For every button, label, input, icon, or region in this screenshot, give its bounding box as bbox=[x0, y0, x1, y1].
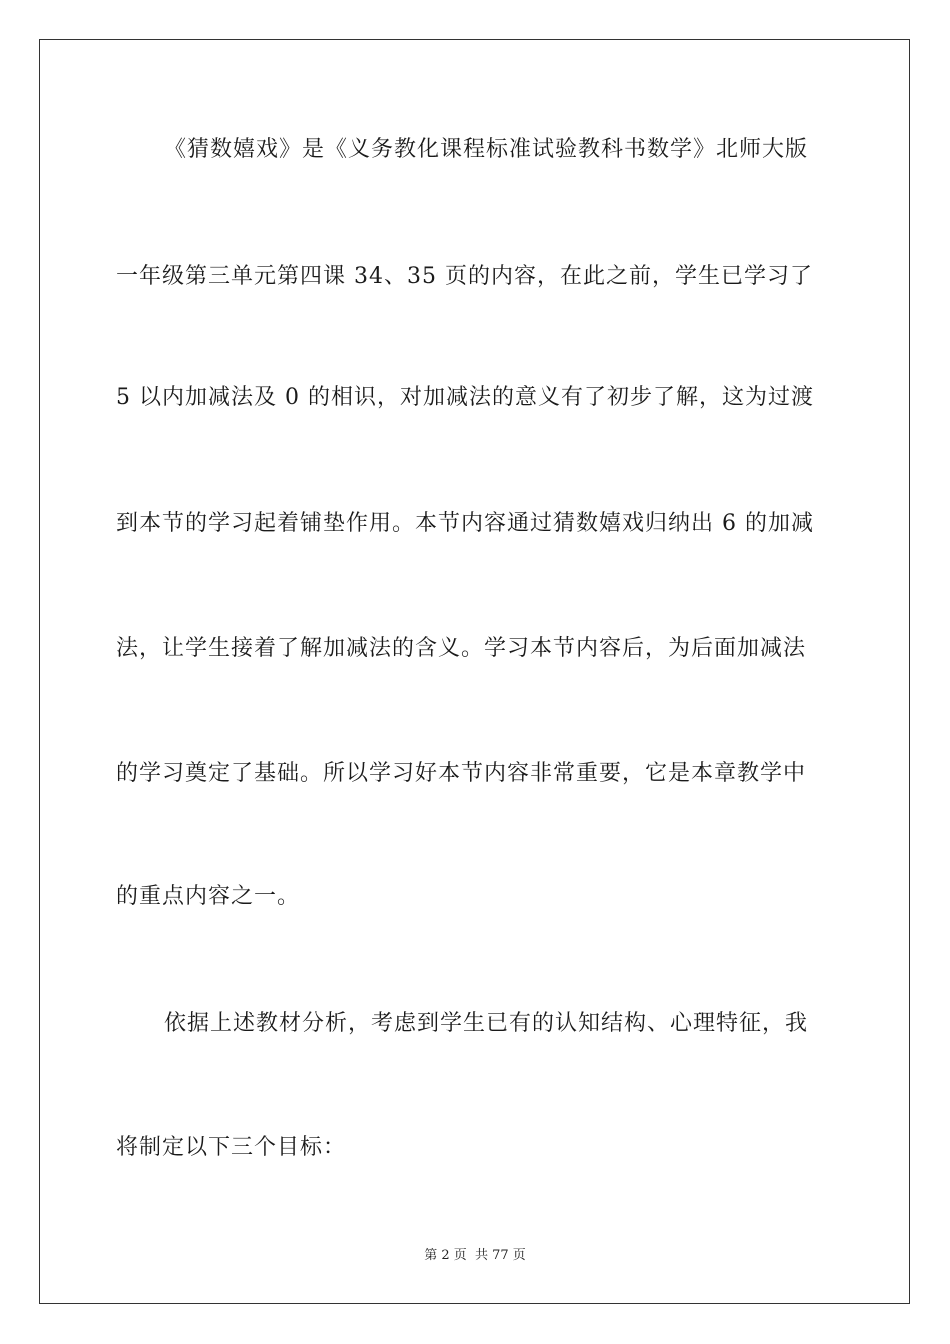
paragraph-1-line-6: 的学习奠定了基础。所以学习好本节内容非常重要，它是本章教学中 bbox=[116, 761, 807, 786]
page-number: 第 2 页 bbox=[424, 1248, 467, 1263]
paragraph-1-line-2: 一年级第三单元第四课 34、35 页的内容，在此之前，学生已学习了 bbox=[116, 264, 813, 289]
document-body bbox=[116, 0, 836, 1240]
paragraph-1-line-5: 法，让学生接着了解加减法的含义。学习本节内容后，为后面加减法 bbox=[116, 636, 807, 661]
paragraph-1-line-4: 到本节的学习起着铺垫作用。本节内容通过猜数嬉戏归纳出 6 的加减 bbox=[116, 511, 814, 536]
page-footer bbox=[0, 1244, 950, 1263]
paragraph-2-line-2: 将制定以下三个目标： bbox=[116, 1135, 347, 1160]
paragraph-1-line-3: 5 以内加减法及 0 的相识，对加减法的意义有了初步了解，这为过渡 bbox=[116, 385, 814, 410]
page-total: 共 77 页 bbox=[474, 1248, 526, 1263]
paragraph-1-line-1: 《猜数嬉戏》是《义务教化课程标准试验教科书数学》北师大版 bbox=[164, 137, 809, 162]
paragraph-2-line-1: 依据上述教材分析，考虑到学生已有的认知结构、心理特征，我 bbox=[164, 1011, 809, 1036]
paragraph-1-line-7: 的重点内容之一。 bbox=[116, 884, 301, 909]
